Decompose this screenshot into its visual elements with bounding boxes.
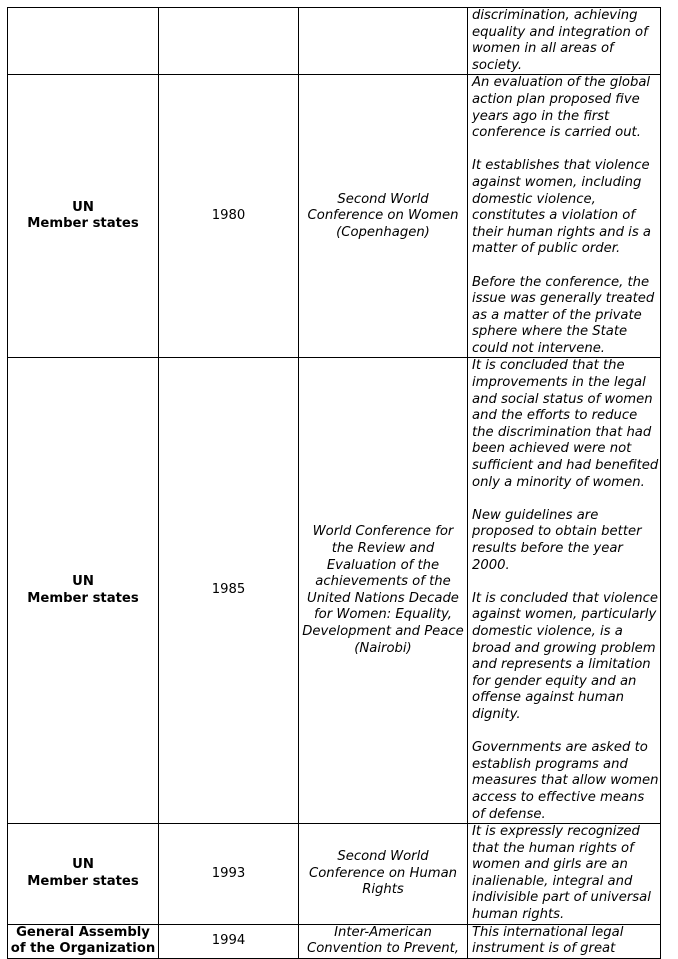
table-row — [8, 824, 661, 925]
entity-cell — [8, 8, 159, 75]
event-text: Inter-American Convention to Prevent, — [307, 924, 459, 957]
table-row — [8, 8, 661, 75]
entity-line: UN — [72, 199, 94, 215]
description-paragraph: discrimination, achieving equality and integration of women in all areas of society. — [472, 8, 648, 73]
event-cell — [299, 8, 468, 75]
description-cell — [468, 75, 661, 358]
entity-line: Member states — [27, 873, 139, 889]
event-text: Second World Conference on Women (Copenhagen) — [307, 191, 459, 240]
description-paragraph: This international legal instrument is of great — [472, 924, 624, 957]
description-paragraph: Before the conference, the issue was generally treated as a matter of the private sphere where the State could not intervene. — [472, 274, 655, 356]
description-paragraph: It is expressly recognized that the human rights of women and girls are an inalienable, integral and indivisible part of universal human rights. — [472, 824, 651, 923]
description-paragraph: Governments are asked to establish programs and measures that allow women access to effective means of defense. — [472, 740, 659, 822]
year-cell: 1980 — [159, 75, 299, 358]
description-paragraph: An evaluation of the global action plan proposed five years ago in the first conference is carried out. — [472, 75, 651, 141]
description-paragraph: New guidelines are proposed to obtain better results before the year 2000. — [472, 507, 642, 573]
entity-cell — [8, 824, 159, 925]
description-paragraph: It is concluded that violence against women, particularly domestic violence, is a broad and growing problem and represents a limitation for gender equity and an offense against human dignity. — [472, 590, 658, 722]
event-text: Second World Conference on Human Rights — [308, 848, 458, 898]
year-cell: 1985 — [159, 358, 299, 824]
entity-line: Member states — [27, 590, 139, 606]
table-row — [8, 924, 661, 958]
description-cell — [468, 824, 661, 925]
conference-table — [7, 7, 661, 959]
event-cell — [299, 358, 468, 824]
description-cell — [468, 8, 661, 75]
description-cell — [468, 924, 661, 958]
description-paragraph: It is concluded that the improvements in the legal and social status of women and the efforts to reduce the discrimination that had been achieved were not sufficient and had benefited only a minority of women. — [472, 358, 659, 490]
entity-line: UN — [72, 574, 94, 590]
table-row — [8, 358, 661, 824]
event-cell — [299, 924, 468, 958]
year-cell: 1993 — [159, 824, 299, 925]
event-cell — [299, 75, 468, 358]
year-cell — [159, 8, 299, 75]
entity-cell — [8, 75, 159, 358]
entity-line: of the Organization — [10, 941, 156, 957]
entity-line: UN — [72, 857, 94, 873]
entity-line: Member states — [27, 216, 139, 232]
event-cell — [299, 824, 468, 925]
description-paragraph: It establishes that violence against women, including domestic violence, constitutes a violation of their human rights and is a matter of public order. — [472, 158, 651, 257]
entity-line: General Assembly — [16, 924, 150, 940]
description-cell — [468, 358, 661, 824]
entity-cell — [8, 358, 159, 824]
entity-cell — [8, 924, 159, 958]
event-text: World Conference for the Review and Evaluation of the achievements of the United Nations Decade for Women: Equality, Development and Peace (Nairobi) — [302, 524, 464, 656]
year-cell: 1994 — [159, 924, 299, 958]
table-row — [8, 75, 661, 358]
